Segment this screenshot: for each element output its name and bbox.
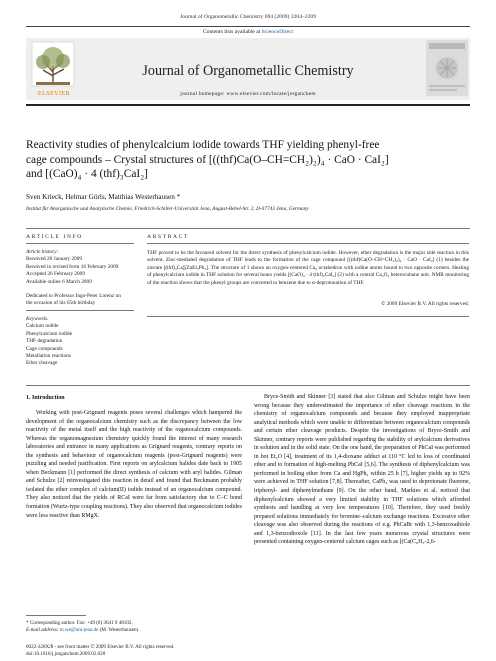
running-head: Journal of Organometallic Chemistry 694 (2009) 2204–2209 xyxy=(180,14,316,20)
keyword-item: THF degradation xyxy=(26,338,63,345)
keywords-heading: Keywords: xyxy=(26,316,49,322)
dedication-line-2: the occasion of his 65th birthday xyxy=(26,300,96,307)
email-suffix: (M. Westerhausen). xyxy=(98,627,140,633)
doi-line: doi:10.1016/j.jorganchem.2009.02.028 xyxy=(26,651,106,657)
publisher-wordmark: ELSEVIER xyxy=(37,90,71,97)
journal-title: Journal of Organometallic Chemistry xyxy=(142,63,354,79)
footnote-fax: * Corresponding author. Fax: +49 (0) 3641 9 48102. xyxy=(26,620,133,626)
author-list: Sven Krieck, Helmar Görls, Matthias Westerhausen * xyxy=(26,193,181,201)
keyword-item: Calcium iodide xyxy=(26,323,59,330)
title-line-2: cage compounds – Crystal structures of [((thf)Ca(O–CH=CH₂)₂)₄ · CaO · CaI₂] xyxy=(26,153,389,166)
masthead-top-rule xyxy=(26,26,470,27)
keyword-item: Cage compounds xyxy=(26,345,63,352)
section-heading-introduction: 1. Introduction xyxy=(26,395,65,401)
article-history xyxy=(26,249,141,286)
contents-availability xyxy=(0,29,496,35)
footnote-rule xyxy=(26,615,86,616)
body-top-rule xyxy=(26,385,470,386)
contents-prefix: Contents lists available at xyxy=(202,29,262,35)
article-info-rule xyxy=(26,243,134,244)
article-info-heading: ARTICLE INFO xyxy=(26,234,83,240)
dedication xyxy=(26,293,144,308)
keyword-item: Ether cleavage xyxy=(26,360,58,367)
dedication-rule xyxy=(26,310,134,311)
email-label: E-mail address: xyxy=(26,627,60,633)
keyword-item: Metallation reactions xyxy=(26,353,71,360)
abstract-bottom-rule xyxy=(147,316,469,317)
journal-cover-thumbnail-icon xyxy=(426,40,468,96)
affiliation: Institut für Anorganische und Analytische Chemie, Friedrich-Schiller-Universität Jena, August-Bebel-Str. 2, D-07743 Jena, Germany xyxy=(26,206,309,212)
abstract-heading: ABSTRACT xyxy=(147,234,190,240)
keyword-item: Phenylcalcium iodide xyxy=(26,330,73,337)
history-revised: Received in revised form 16 February 2009 xyxy=(26,263,119,270)
history-accepted: Accepted 26 February 2009 xyxy=(26,271,85,278)
issn-line: 0022-328X/$ - see front matter © 2009 Elsevier B.V. All rights reserved. xyxy=(26,644,175,650)
title-line-1: Reactivity studies of phenylcalcium iodide towards THF yielding phenyl-free xyxy=(26,139,380,151)
dedication-line-1: Dedicated to Professor Ingo-Peter Lorenz on xyxy=(26,293,121,299)
issn-doi-block xyxy=(26,644,242,658)
corresponding-author-footnote xyxy=(26,620,242,634)
abstract-text: THF proved to be the favoured solvent for the direct synthesis of phenylcalcium iodide. However, ether degradation is the major side reaction in this solvent. Zinc-mediated degradation of THF leads to the formation of the cage compound [((thf)Ca(O–CH=CH₂)₂)₄ · CaO · CaI₂] (1) besides the zincate [(thf)₄Ca][ZnEt₃Ph₃]. The structure of 1 shows an oxygen-centered Ca₆ octahedron with iodine atoms bound to two opposite corners. Heating of phenylcalcium iodide in THF solution for several hours yields [(CaO)₄ · 4 (thf)₃CaI₂] (2) with a central Ca₄O₄ heterocubane unit. NMR monitoring of the reaction shows that the phenyl groups are converted to benzene due to α-deprotonation of THF. xyxy=(147,250,469,286)
abstract-rule xyxy=(147,243,469,244)
footnote-email xyxy=(26,627,242,634)
title-line-3: and [(CaO)₄ · 4 (thf)₃CaI₂] xyxy=(26,168,148,181)
author-email-link[interactable]: m.we@uni-jena.de xyxy=(59,627,99,633)
journal-homepage: journal homepage: www.elsevier.com/locate/jorganchem xyxy=(180,91,316,97)
abstract-copyright: © 2009 Elsevier B.V. All rights reserved. xyxy=(381,301,469,307)
body-right-column: Bryce-Smith and Skinner [3] stated that also Gilman and Schulze might have been wrong because they underestimated the importance of ether cleavage reactions in the chemistry of organocalcium compounds and because they employed inappropriate analytical methods which were unable to differentiate between organocalcium compounds and certain ether cleavage products. Despite the investigations of Bryce-Smith and Skinner, contrary reports were published regarding the stability of arylcalcium derivatives in solution and in the solid state. On the one hand, the preparation of PhCaI was performed in hot Et₂O [4], treatment of its 1,4-dioxane adduct at 110 °C led to loss of coordinated ether and to formation of high-melting PhCaI [5,6]. The synthesis of diphenylcalcium was performed in boiling ether from Ca and HgPh₂ within 25 h [7], higher yields up to 92% were achieved in THF solution [7,8]. Thereafter, CaPh₂ was used to deprotonate fluorene, triphenyl- and diphenylmethane [9]. On the other hand, Markies et al. noticed that diphenylcalcium showed a very limited stability in THF solutions which afforded synthesis and handling at very low temperatures [10]. Therefore, they used freshly prepared solutions immediately for bromine–calcium exchange reactions. Excessive ether cleavage was also observed during the reactions of e.g. PhCaBr with 1,3-benzoxathiole and 1,3-benzodioxole [11]. In the last few years numerous crystal structures were presented containing oxygen-centered calcium cages such as [(Ca(C₆H₃-2,6- xyxy=(254,394,471,546)
history-heading: Article history: xyxy=(26,249,59,255)
masthead-bottom-rule xyxy=(26,104,470,106)
keywords xyxy=(26,316,141,368)
body-left-column: Working with post-Grignard reagents poses several challenges which hampered the development of the organocalcium chemistry such as the discrepancy between the low reactivity of the metal itself and the high reactivity of the organocalcium compounds. Whereas the organomagnesium chemistry quickly found the interest of many research laboratories and entrance in many applications as Grignard reagents, contrary reports on the synthesis and behaviour of organocalcium reagents (post-Grignard reagents) were puzzling and needed justification. First reports on arylcalcium halides date back to 1905 when Beckmann [1] performed the direct synthesis of calcium with aryl halides. Gilman and Schulze [2] reinvestigated this reaction in detail and found that Beckmann probably isolated the ether complex of calcium(II) iodide instead of an organocalcium compound. They also noticed that the yields of RCaI were far from satisfactory due to C–C bond formation (Wurtz-type coupling reactions). They also observed that organocalcium iodides were less reactive than RMgX. xyxy=(26,410,242,519)
history-received: Received 20 January 2009 xyxy=(26,256,83,263)
history-online: Available online 6 March 2009 xyxy=(26,278,92,285)
info-top-rule xyxy=(26,228,470,229)
sciencedirect-link[interactable]: ScienceDirect xyxy=(261,29,294,35)
article-title xyxy=(26,138,466,182)
